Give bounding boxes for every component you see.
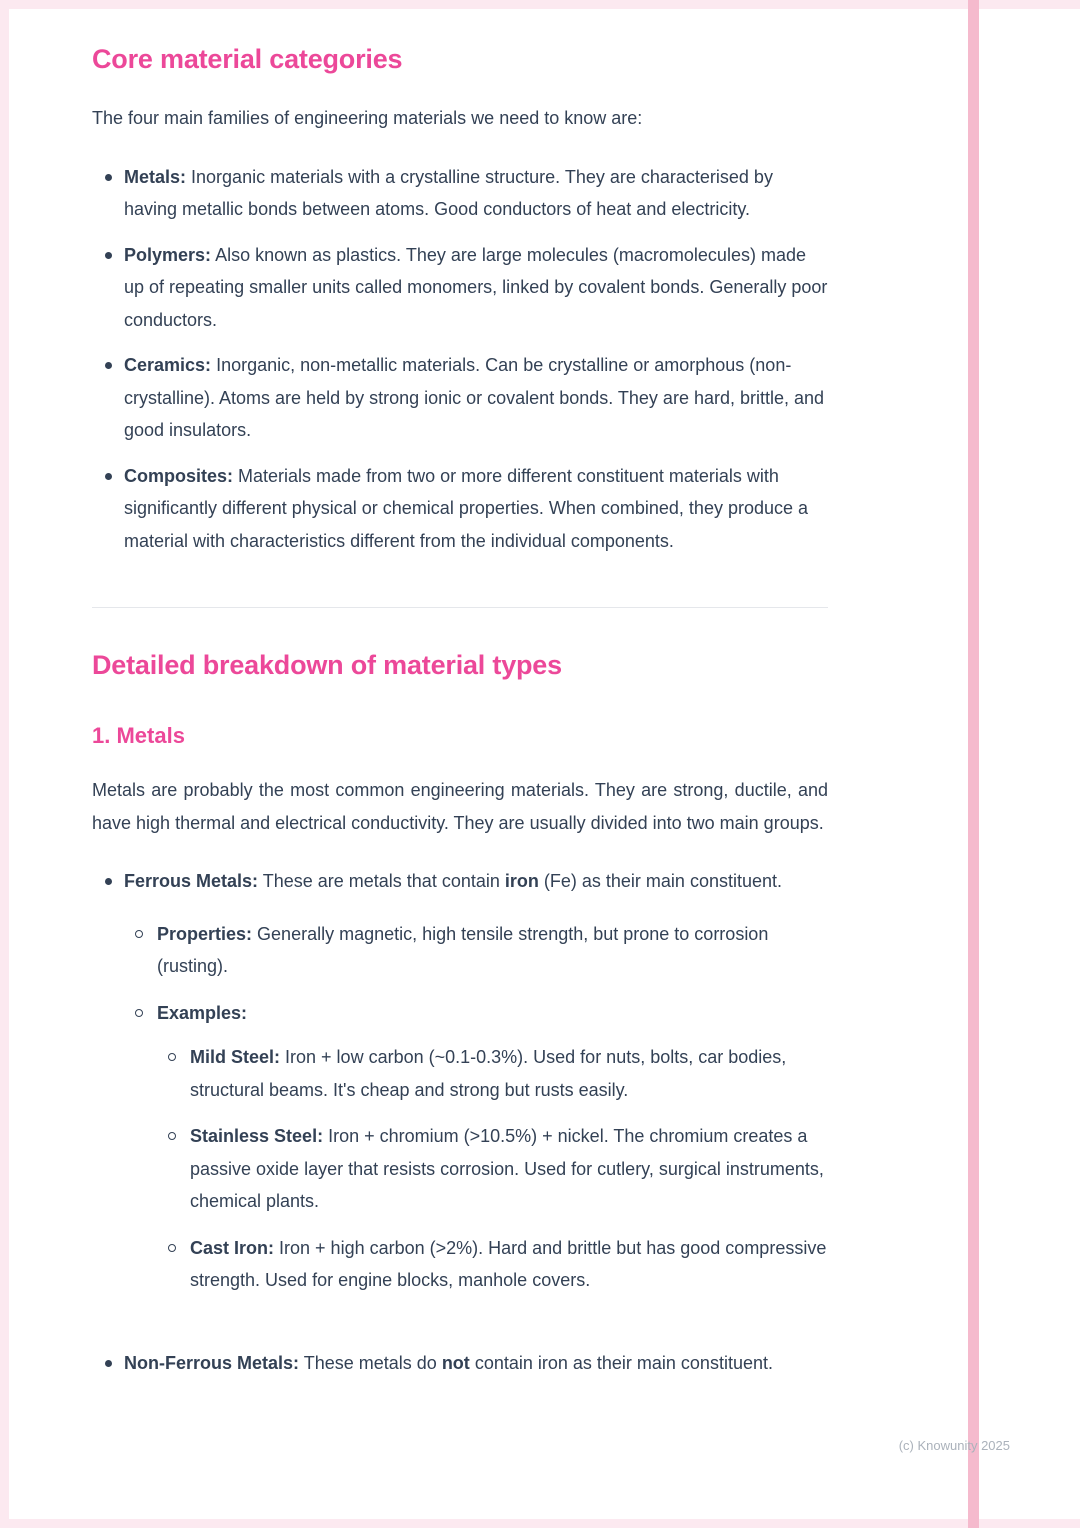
circle-bullet-icon	[157, 1041, 190, 1106]
item-lead: Metals:	[124, 166, 187, 187]
item-body: Iron + high carbon (>2%). Hard and brittle but has good compressive strength. Used for engine blocks, manhole covers.	[190, 1237, 827, 1290]
item-lead: Non-Ferrous Metals:	[124, 1352, 300, 1373]
item-emphasis: iron	[504, 871, 539, 891]
item-body: Iron + low carbon (~0.1-0.3%). Used for nuts, bolts, car bodies, structural beams. It's cheap and strong but rusts easily.	[190, 1047, 787, 1100]
item-lead: Properties:	[157, 923, 253, 944]
circle-bullet-icon	[157, 1232, 190, 1297]
list-item-properties	[124, 918, 828, 983]
item-body-pre: These are metals that contain	[262, 871, 500, 891]
examples-label: Examples:	[157, 1002, 248, 1023]
core-intro-paragraph: The four main families of engineering materials we need to know are:	[92, 108, 643, 128]
subsection-title-metals: 1. Metals	[92, 723, 185, 748]
bullet-icon	[92, 349, 124, 447]
accent-stripe	[968, 0, 979, 1528]
ferrous-sublist	[124, 918, 828, 1311]
section-title-core-material-categories: Core material categories	[92, 44, 403, 74]
bullet-icon	[92, 1347, 124, 1380]
examples-sublist	[157, 1041, 828, 1297]
item-lead: Composites:	[124, 465, 234, 486]
item-body-post: contain iron as their main constituent.	[474, 1352, 773, 1373]
item-lead: Stainless Steel:	[190, 1126, 324, 1146]
list-item-composites	[92, 460, 828, 558]
circle-bullet-icon	[124, 997, 157, 1311]
item-lead: Cast Iron:	[190, 1237, 275, 1258]
circle-bullet-icon	[124, 918, 157, 983]
bullet-icon	[92, 865, 124, 1325]
list-item-ferrous-metals	[92, 865, 828, 1325]
page-border-bottom	[0, 1519, 1080, 1528]
list-item-examples	[124, 997, 828, 1311]
item-lead: Mild Steel:	[190, 1047, 281, 1067]
list-item-text	[124, 865, 828, 898]
item-body: Also known as plastics. They are large molecules (macromolecules) made up of repeating smaller units called monomers, linked by covalent bonds. Generally poor conductors.	[124, 244, 828, 330]
circle-bullet-icon	[157, 1120, 190, 1218]
list-item-cast-iron	[157, 1232, 828, 1297]
metals-groups-list	[92, 865, 828, 1379]
core-categories-list	[92, 161, 828, 558]
list-item-polymers	[92, 239, 828, 337]
list-item-metals	[92, 161, 828, 226]
list-item-text	[157, 918, 828, 983]
bullet-icon	[92, 460, 124, 558]
item-body: Generally magnetic, high tensile strength, but prone to corrosion (rusting).	[157, 923, 769, 976]
item-body: Inorganic, non-metallic materials. Can be crystalline or amorphous (non-crystalline). Atoms are held by strong ionic or covalent bonds. They are hard, brittle, and good insulators.	[124, 355, 825, 440]
page-border-top	[0, 0, 1080, 9]
list-item-non-ferrous-metals	[92, 1347, 828, 1380]
item-body-pre: These metals do	[303, 1352, 437, 1373]
item-body: Iron + chromium (>10.5%) + nickel. The chromium creates a passive oxide layer that resists corrosion. Used for cutlery, surgical instruments, chemical plants.	[190, 1126, 824, 1211]
section-title-detailed-breakdown: Detailed breakdown of material types	[92, 650, 562, 680]
metals-intro-paragraph: Metals are probably the most common engineering materials. They are strong, ductile, and have high thermal and electrical conductivity. They are usually divided into two main groups.	[92, 780, 828, 833]
list-item-ceramics	[92, 349, 828, 447]
list-item-text	[124, 1347, 828, 1380]
document-content	[92, 42, 828, 1392]
list-item-text	[190, 1120, 828, 1218]
bullet-icon	[92, 161, 124, 226]
list-item-mild-steel	[157, 1041, 828, 1106]
item-body: Inorganic materials with a crystalline structure. They are characterised by having metallic bonds between atoms. Good conductors of heat and electricity.	[124, 166, 773, 219]
list-item-text	[124, 161, 828, 226]
item-lead: Ceramics:	[124, 355, 212, 375]
item-lead: Ferrous Metals:	[124, 871, 259, 891]
list-item-text	[190, 1232, 828, 1297]
bullet-icon	[92, 239, 124, 337]
list-item-text	[124, 460, 828, 558]
section-divider	[92, 607, 828, 608]
page-border-left	[0, 0, 9, 1528]
watermark-copyright: (c) Knowunity 2025	[898, 1438, 1010, 1453]
item-lead: Polymers:	[124, 244, 212, 265]
item-body-post: (Fe) as their main constituent.	[543, 871, 783, 891]
list-item-stainless-steel	[157, 1120, 828, 1218]
list-item-text	[124, 239, 828, 337]
list-item-text	[124, 349, 828, 447]
list-item-text	[190, 1041, 828, 1106]
item-emphasis: not	[441, 1352, 470, 1373]
item-body: Materials made from two or more different constituent materials with significantly different physical or chemical properties. When combined, they produce a material with characteristics different from the individual components.	[124, 465, 809, 551]
